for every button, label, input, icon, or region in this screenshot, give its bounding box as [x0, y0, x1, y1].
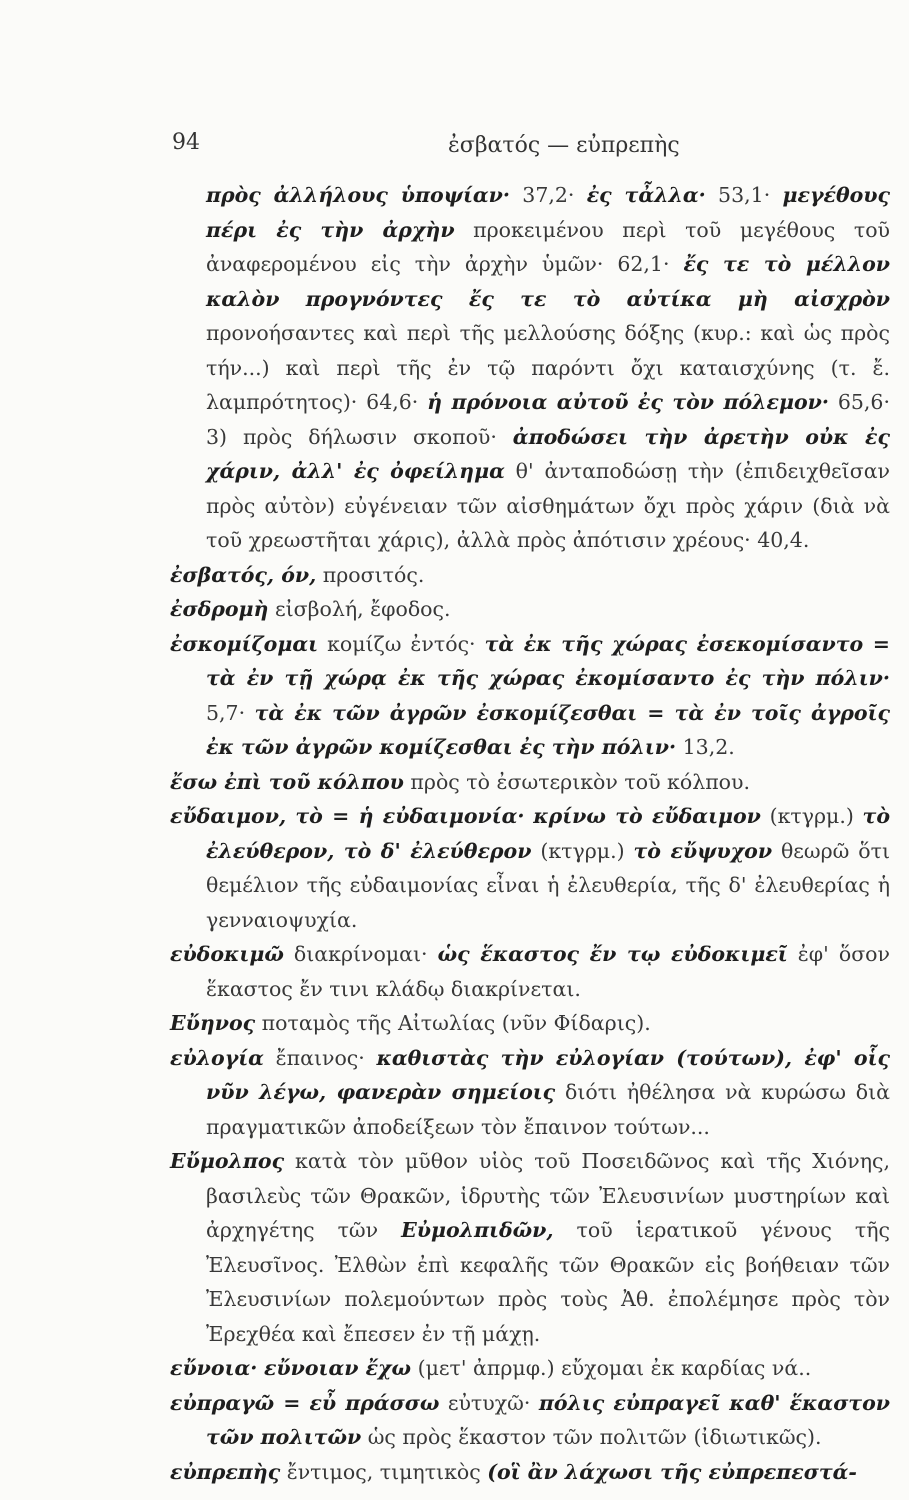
entry-headword: εὔδαιμον, τὸ = ἡ εὐδαιμονία·: [170, 804, 525, 828]
dictionary-entry: [170, 558, 890, 593]
entry-text: ἔπαινος·: [263, 1045, 377, 1070]
entry-text: 5,7·: [206, 700, 255, 725]
quoted-phrase: Εὐμολπιδῶν,: [401, 1218, 554, 1242]
entry-headword: εὐπραγῶ = εὖ πράσσω: [170, 1390, 440, 1415]
quoted-phrase: μεγέθους πέρι ἐς τὴν ἀρχὴν: [206, 183, 890, 242]
entry-headword: εὐδοκιμῶ: [170, 942, 284, 966]
running-head: ἐσβατός — εὐπρεπὴς: [448, 133, 680, 158]
dictionary-entry: [170, 627, 890, 765]
entry-text: θεωρῶ ὅτι θεμέλιον τῆς εὐδαιμονίας εἶναι ἡ ἐλευθερία, τῆς δ' ἐλευθερίας ἡ γενναιοψυχία.: [206, 838, 890, 932]
quoted-phrase: ἡ πρόνοια αὐτοῦ ἐς τὸν πόλεμον·: [427, 390, 829, 414]
entry-text: [525, 804, 534, 828]
entry-headword: ἐσδρομὴ: [170, 597, 269, 621]
entry-text: διότι ἠθέλησα νὰ κυρώσω διὰ πραγματικῶν ἀποδείξεων τὸν ἔπαινον τούτων...: [206, 1080, 891, 1139]
entry-headword: εὐλογία: [170, 1045, 264, 1070]
quoted-phrase: τὸ εὔψυχον: [633, 838, 773, 863]
entry-headword: ἐσκομίζομαι: [170, 631, 319, 656]
quoted-phrase: ἀποδώσει τὴν ἀρετὴν οὐκ ἐς χάριν, ἀλλ' ἐς ὀφείλημα: [206, 424, 890, 483]
dictionary-entry: [170, 1351, 890, 1386]
entry-text: διακρίνομαι·: [283, 942, 438, 966]
entry-text: πρὸς τὸ ἐσωτερικὸν τοῦ κόλπου.: [403, 769, 750, 794]
dictionary-entry: [170, 178, 890, 558]
entry-text: ἔντιμος, τιμητικὸς: [280, 1459, 488, 1484]
dictionary-entry: [170, 799, 890, 937]
page-number: 94: [172, 130, 200, 155]
quoted-phrase: τὸ ἐλεύθερον, τὸ δ' ἐλεύθερον: [206, 804, 890, 863]
entry-text: 13,2.: [676, 735, 735, 759]
entry-text: θ' ἀνταποδώσῃ τὴν (ἐπιδειχθεῖσαν πρὸς αὐτὸν) εὐγένειαν τῶν αἰσθημάτων ὄχι πρὸς χάριν (διὰ νὰ τοῦ χρεωστῆται χάρις), ἀλλὰ πρὸς ἀπότισιν χρέους· 40,4.: [206, 459, 891, 552]
entry-text: εἰσβολή, ἔφοδος.: [268, 597, 451, 621]
quoted-phrase: ἔς τε τὸ μέλλον καλὸν προγνόντες ἔς τε τὸ αὐτίκα μὴ αἰσχρὸν: [206, 252, 890, 311]
dictionary-entry: [170, 592, 890, 627]
dictionary-entry: [170, 765, 890, 800]
entry-headword: Εὔμολπος: [170, 1149, 285, 1173]
quoted-phrase: εὔνοιαν ἔχω: [263, 1356, 412, 1380]
quoted-phrase: ἐς τἆλλα·: [586, 183, 706, 207]
entry-text: 37,2·: [510, 183, 587, 207]
dictionary-entries: [170, 178, 890, 1489]
entry-text: κομίζω ἐντός·: [318, 631, 485, 656]
entry-text: προσιτός.: [316, 562, 425, 587]
entry-text: προκειμένου περὶ τοῦ μεγέθους τοῦ ἀναφερομένου εἰς τὴν ἀρχὴν ὑμῶν· 62,1·: [206, 217, 890, 276]
entry-headword: εὔνοια·: [170, 1356, 258, 1380]
entry-text: προνοήσαντες καὶ περὶ τῆς μελλούσης δόξης (κυρ.: καὶ ὡς πρὸς τήν...) καὶ περὶ τῆς ἐν τῷ παρόντι ὄχι καταισχύνης (τ. ἔ. λαμπρότητος)· 64,6·: [206, 321, 890, 414]
entry-text: 53,1·: [705, 183, 783, 207]
quoted-phrase: τὰ ἐκ τῶν ἀγρῶν ἐσκομίζεσθαι = τὰ ἐν τοῖς ἀγροῖς ἐκ τῶν ἀγρῶν κομίζεσθαι ἐς τὴν πόλιν·: [206, 700, 890, 759]
dictionary-entry: [170, 1144, 890, 1351]
entry-text: ὡς πρὸς ἕκαστον τῶν πολιτῶν (ἰδιωτικῶς).: [361, 1425, 822, 1449]
quoted-phrase: (οἳ ἂν λάχωσι τῆς εὐπρεπεστά-: [487, 1459, 857, 1484]
entry-text: τοῦ ἱερατικοῦ γένους τῆς Ἐλευσῖνος. Ἐλθὼν ἐπὶ κεφαλῆς τῶν Θρακῶν εἰς βοήθειαν τῶν Ἐλευσινίων πολεμούντων πρὸς τοὺς Ἀθ. ἐπολέμησε πρὸς τὸν Ἐρεχθέα καὶ ἔπεσεν ἐν τῇ μάχῃ.: [206, 1218, 890, 1346]
entry-text: κατὰ τὸν μῦθον υἱὸς τοῦ Ποσειδῶνος καὶ τῆς Χιόνης, βασιλεὺς τῶν Θρακῶν, ἱδρυτὴς τῶν Ἐλευσινίων μυστηρίων καὶ ἀρχηγέτης τῶν: [206, 1149, 890, 1242]
entry-headword: ἔσω ἐπὶ τοῦ κόλπου: [170, 769, 404, 794]
entry-text: (κτγρμ.): [531, 838, 634, 863]
quoted-phrase: πόλις εὐπραγεῖ καθ' ἕκαστον τῶν πολιτῶν: [206, 1390, 890, 1449]
entry-headword: Εὔηνος: [170, 1011, 256, 1035]
quoted-phrase: καθιστὰς τὴν εὐλογίαν (τούτων), ἐφ' οἷς νῦν λέγω, φανερὰν σημείοις: [206, 1045, 890, 1104]
quoted-phrase: τὰ ἐκ τῆς χώρας ἐσεκομίσαντο = τὰ ἐν τῇ χώρᾳ ἐκ τῆς χώρας ἐκομίσαντο ἐς τὴν πόλιν·: [206, 631, 890, 690]
dictionary-entry: [170, 1455, 890, 1490]
entry-headword: εὐπρεπὴς: [170, 1459, 281, 1484]
entry-headword: ἐσβατός, όν,: [170, 562, 317, 587]
quoted-phrase: κρίνω τὸ εὔδαιμον: [533, 804, 761, 828]
entry-text: (μετ' ἀπρμφ.) εὔχομαι ἐκ καρδίας νά..: [411, 1356, 812, 1380]
dictionary-entry: [170, 1041, 890, 1145]
quoted-phrase: πρὸς ἀλλήλους ὑποψίαν·: [206, 183, 511, 207]
entry-text: 65,6· 3) πρὸς δήλωσιν σκοποῦ·: [206, 390, 890, 449]
entry-text: ποταμὸς τῆς Αἰτωλίας (νῦν Φίδαρις).: [255, 1011, 651, 1035]
entry-text: (κτγρμ.): [760, 804, 863, 828]
dictionary-entry: [170, 1386, 890, 1455]
entry-text: εὐτυχῶ·: [439, 1390, 539, 1415]
dictionary-entry: [170, 937, 890, 1006]
dictionary-entry: [170, 1006, 890, 1041]
quoted-phrase: ὡς ἕκαστος ἔν τῳ εὐδοκιμεῖ: [437, 942, 788, 966]
entry-text: ἐφ' ὅσον ἕκαστος ἔν τινι κλάδῳ διακρίνεται.: [206, 942, 890, 1001]
